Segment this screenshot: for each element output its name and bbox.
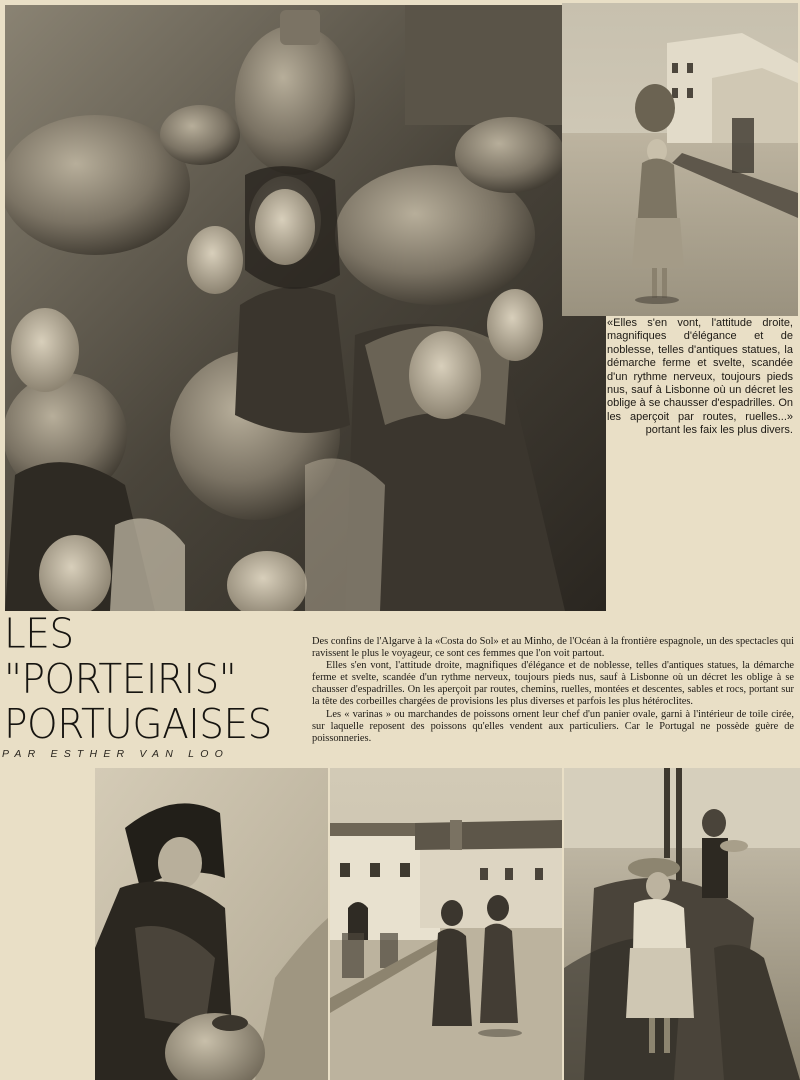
article-byline: PAR ESTHER VAN LOO [2, 748, 229, 760]
photo-town-street-women [330, 768, 562, 1080]
photo-women-with-jugs [5, 5, 606, 611]
article-paragraph: Les « varinas » ou marchandes de poissons ornent leur chef d'un panier ovale, garni à l'intérieur de toile cirée, sur laquelle reposent des poissons qu'elles vendent aux particuliers. Car le Portugal ne possède guère de poissonneries. [312, 708, 794, 744]
article-title: LES "PORTEIRIS" PORTUGAISES [4, 610, 272, 749]
article-paragraph: Des confins de l'Algarve à la «Costa do Sol» et au Minho, de l'Océan à la frontière espagnole, un des spectacles qui ravissent le plus le voyageur, ce sont ces femmes que l'on voit partout. [312, 636, 794, 660]
photo-caption: «Elles s'en vont, l'attitude droite, magnifiques d'élégance et de noblesse, telles d'antiques statues, la démarche ferme et svelte, scandée d'un rythme nerveux, toujours pieds nus, sauf à Lisbonne où un décret les oblige à se chausser d'espadrilles. On les aperçoit par routes, ruelles...» portant les faix les plus divers. [607, 317, 793, 437]
article-body [312, 636, 794, 745]
photo-woman-walking-street [562, 3, 798, 316]
photo-fishwife-boat [564, 768, 800, 1080]
article-paragraph: Elles s'en vont, l'attitude droite, magnifiques d'élégance et de noblesse, telles d'antiques statues, la démarche ferme et svelte, scandée d'un rythme nerveux, toujours pieds nus, sauf à Lisbonne où un décret les oblige à se chausser d'espadrilles. On les aperçoit par routes, chemins, ruelles, montées et descentes, sables et rocs, portant sur la tête des corbeilles chargées de provisions les plus diverses et parfois les plus hétéroclites. [312, 660, 794, 708]
photo-girl-with-jug [95, 768, 328, 1080]
